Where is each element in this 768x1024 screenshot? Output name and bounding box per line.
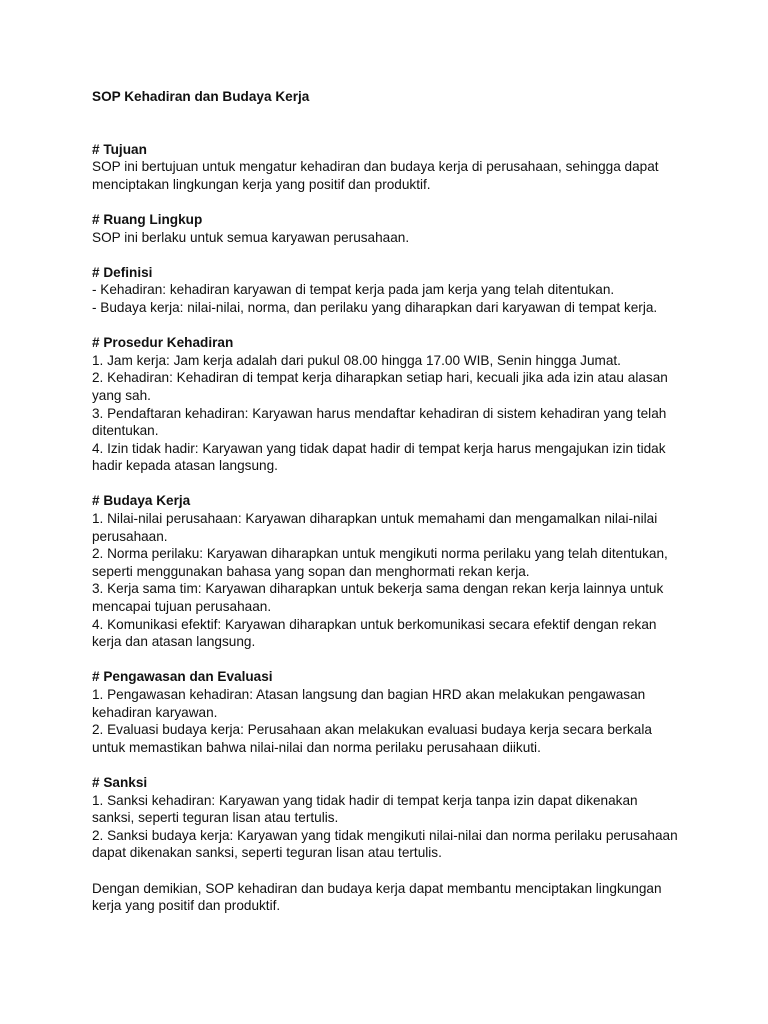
title-spacer bbox=[92, 106, 682, 141]
section-heading: # Sanksi bbox=[92, 774, 148, 790]
section-heading: # Tujuan bbox=[92, 141, 147, 157]
section-body bbox=[92, 686, 682, 756]
section-tujuan bbox=[92, 141, 682, 194]
section-line: 1. Pengawasan kehadiran: Atasan langsung dan bagian HRD akan melakukan pengawasan kehadiran karyawan. bbox=[92, 687, 646, 720]
section-heading: # Ruang Lingkup bbox=[92, 211, 203, 227]
section-body bbox=[92, 792, 682, 862]
section-pengawasan-evaluasi bbox=[92, 668, 682, 756]
section-line: 3. Pendaftaran kehadiran: Karyawan harus mendaftar kehadiran di sistem kehadiran yang telah ditentukan. bbox=[92, 405, 667, 439]
section-line: SOP ini bertujuan untuk mengatur kehadiran dan budaya kerja di perusahaan, sehingga dapat menciptakan lingkungan kerja yang positif dan produktif. bbox=[92, 159, 659, 192]
section-sanksi bbox=[92, 774, 682, 862]
section-line: 2. Kehadiran: Kehadiran di tempat kerja diharapkan setiap hari, kecuali jika ada izin atau alasan yang sah. bbox=[92, 370, 668, 403]
section-definisi bbox=[92, 264, 682, 317]
section-line: 4. Izin tidak hadir: Karyawan yang tidak dapat hadir di tempat kerja harus mengajukan izin tidak hadir kepada atasan langsung. bbox=[92, 440, 666, 474]
section-line: 3. Kerja sama tim: Karyawan diharapkan untuk bekerja sama dengan rekan kerja lainnya untuk mencapai tujuan perusahaan. bbox=[92, 581, 664, 615]
section-line: 2. Evaluasi budaya kerja: Perusahaan akan melakukan evaluasi budaya kerja secara berkala untuk memastikan bahwa nilai-nilai dan norma perilaku perusahaan diikuti. bbox=[92, 722, 652, 755]
section-line: SOP ini berlaku untuk semua karyawan perusahaan. bbox=[92, 229, 410, 245]
section-heading: # Prosedur Kehadiran bbox=[92, 335, 234, 351]
document-title: SOP Kehadiran dan Budaya Kerja bbox=[92, 89, 310, 104]
closing-paragraph: Dengan demikian, SOP kehadiran dan budaya kerja dapat membantu menciptakan lingkungan kerja yang positif dan produktif. bbox=[92, 880, 662, 914]
section-line: 1. Nilai-nilai perusahaan: Karyawan diharapkan untuk memahami dan mengamalkan nilai-nilai perusahaan. bbox=[92, 511, 658, 544]
document-sections bbox=[92, 141, 682, 862]
section-line: - Kehadiran: kehadiran karyawan di tempat kerja pada jam kerja yang telah ditentukan. bbox=[92, 282, 615, 298]
document-page bbox=[92, 88, 682, 915]
section-line: 4. Komunikasi efektif: Karyawan diharapkan untuk berkomunikasi secara efektif dengan rekan kerja dan atasan langsung. bbox=[92, 616, 657, 650]
section-body bbox=[92, 281, 682, 316]
section-line: 1. Jam kerja: Jam kerja adalah dari pukul 08.00 hingga 17.00 WIB, Senin hingga Jumat. bbox=[92, 352, 621, 368]
section-line: 2. Norma perilaku: Karyawan diharapkan untuk mengikuti norma perilaku yang telah ditentukan, seperti menggunakan bahasa yang sopan dan menghormati rekan kerja. bbox=[92, 546, 668, 579]
section-budaya-kerja bbox=[92, 492, 682, 650]
section-line: 1. Sanksi kehadiran: Karyawan yang tidak hadir di tempat kerja tanpa izin dapat dikenakan sanksi, seperti teguran lisan atau tertulis. bbox=[92, 792, 638, 826]
section-heading: # Budaya Kerja bbox=[92, 493, 191, 509]
section-heading: # Pengawasan dan Evaluasi bbox=[92, 669, 273, 685]
section-heading: # Definisi bbox=[92, 264, 153, 280]
section-body bbox=[92, 352, 682, 475]
section-body bbox=[92, 510, 682, 651]
section-prosedur-kehadiran bbox=[92, 334, 682, 475]
section-body bbox=[92, 229, 682, 247]
section-ruang-lingkup bbox=[92, 211, 682, 246]
section-line: - Budaya kerja: nilai-nilai, norma, dan perilaku yang diharapkan dari karyawan di tempat kerja. bbox=[92, 299, 658, 315]
section-body bbox=[92, 158, 682, 193]
section-line: 2. Sanksi budaya kerja: Karyawan yang tidak mengikuti nilai-nilai dan norma perilaku perusahaan dapat dikenakan sanksi, seperti teguran lisan atau tertulis. bbox=[92, 827, 678, 861]
